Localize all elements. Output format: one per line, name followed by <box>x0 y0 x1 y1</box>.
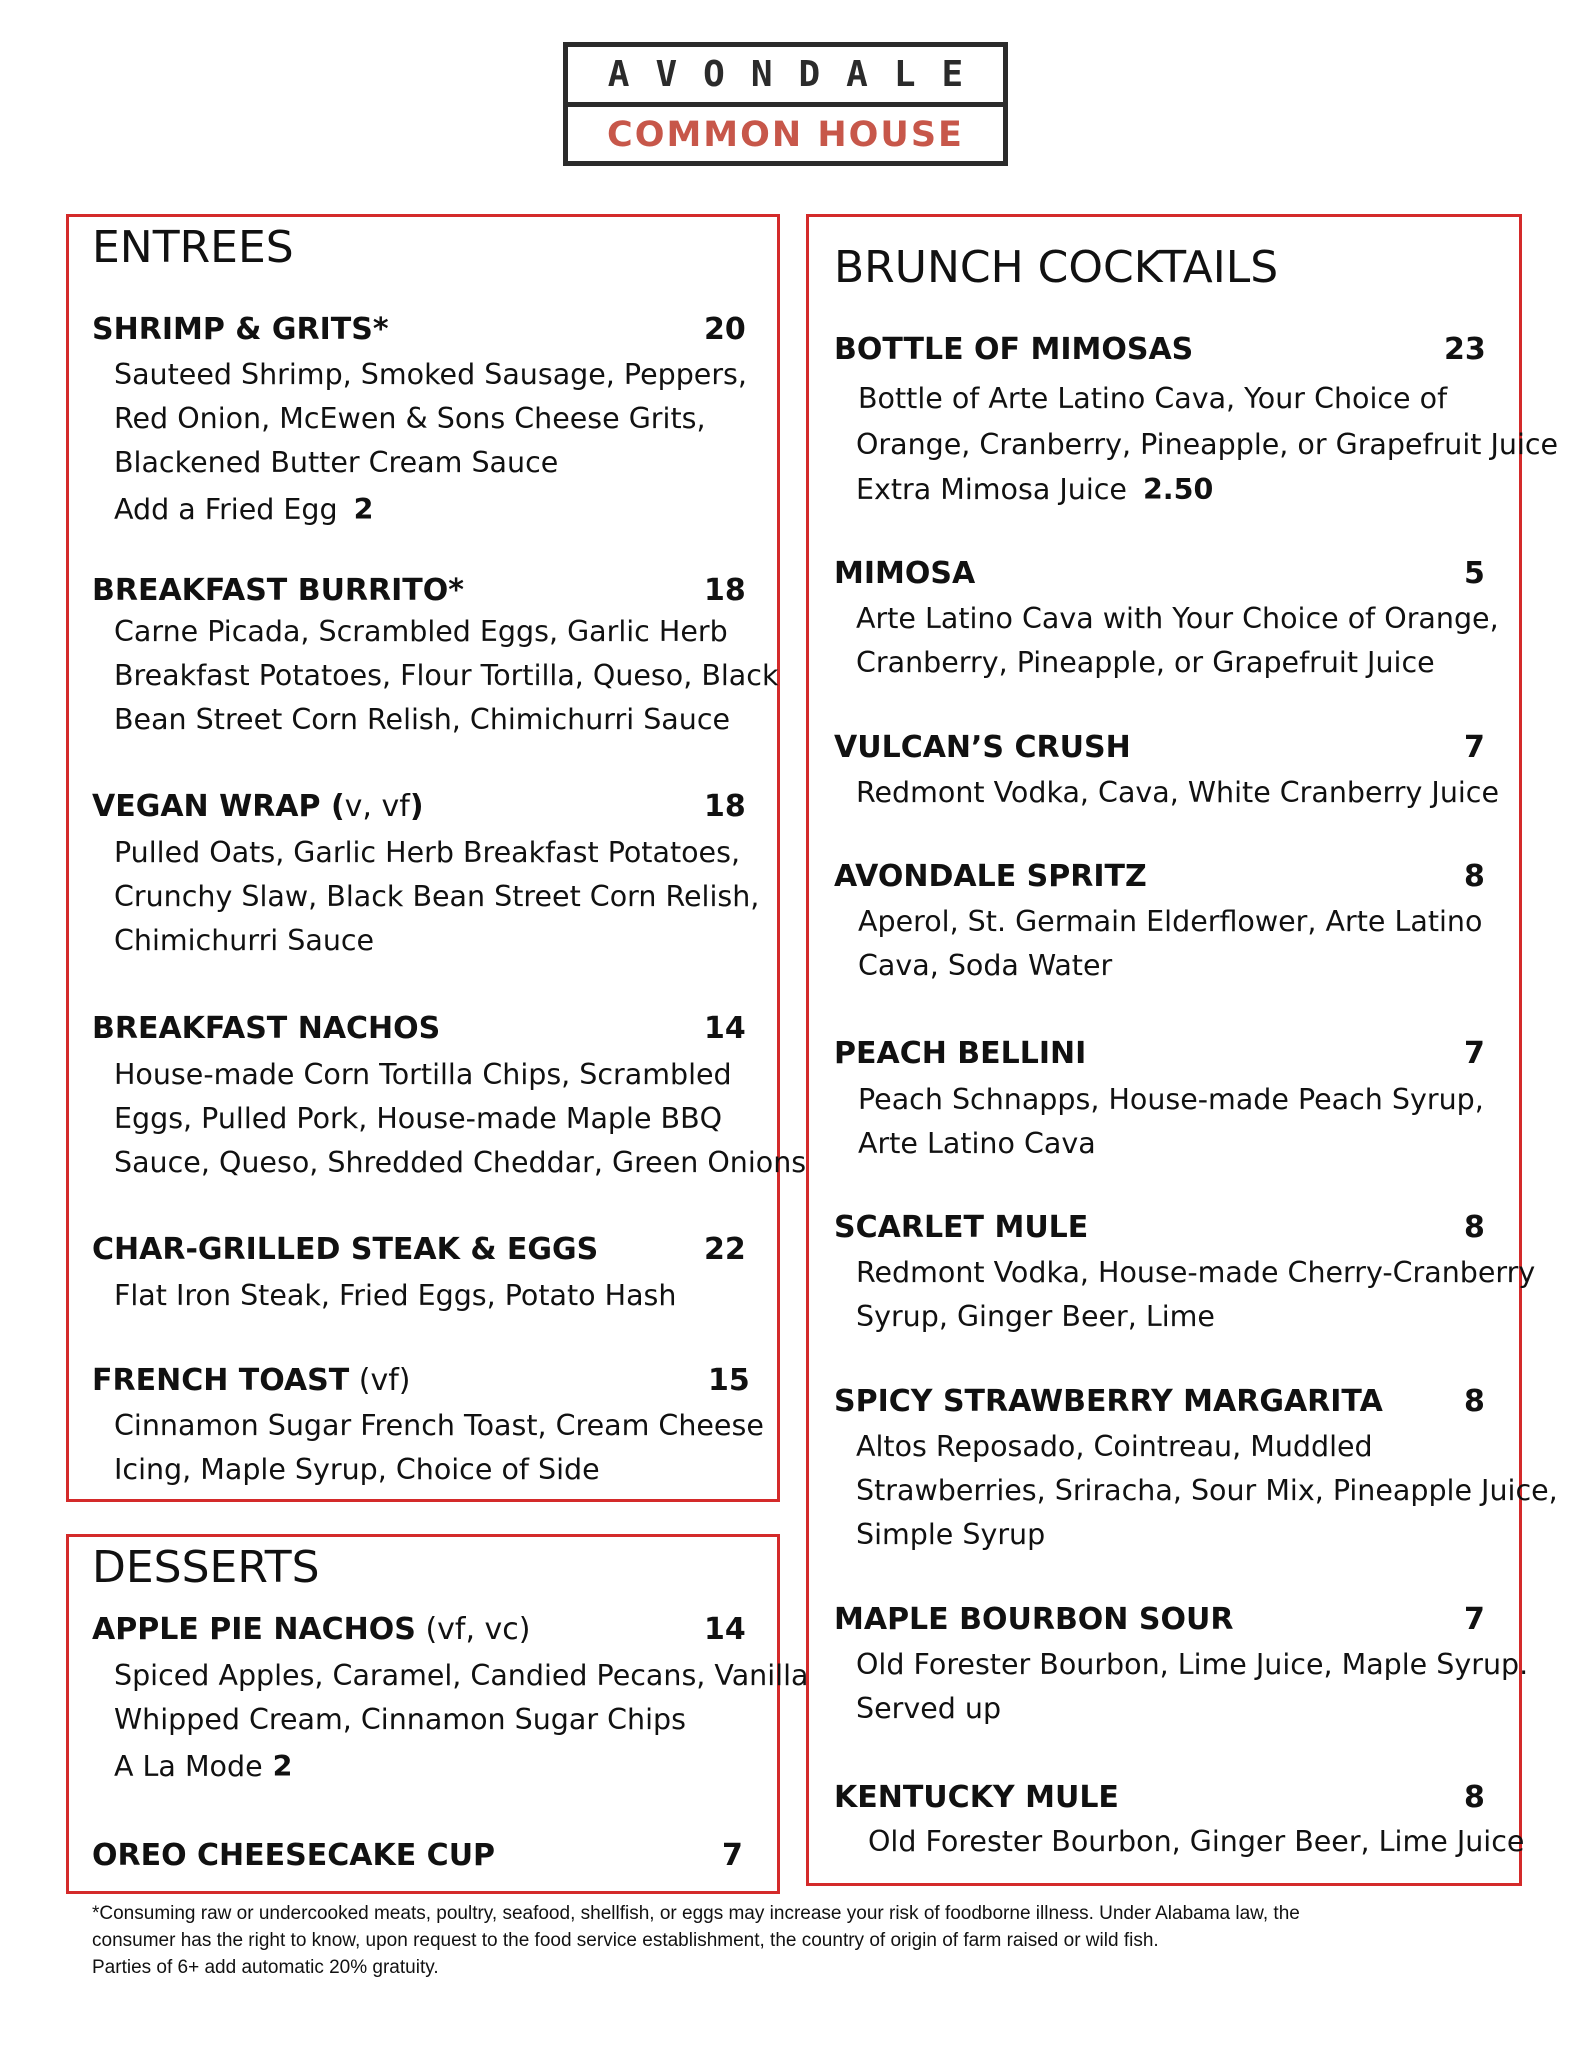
menu-item-desc: Bottle of Arte Latino Cava, Your Choice of <box>858 382 1448 415</box>
menu-item-desc: Redmont Vodka, Cava, White Cranberry Juice <box>856 776 1500 809</box>
menu-item-name: KENTUCKY MULE <box>834 1780 1119 1815</box>
menu-item-name: AVONDALE SPRITZ <box>834 859 1147 894</box>
menu-item-desc: Peach Schnapps, House-made Peach Syrup, <box>858 1083 1484 1116</box>
menu-item-desc: Whipped Cream, Cinnamon Sugar Chips <box>114 1703 686 1736</box>
cocktails-title: BRUNCH COCKTAILS <box>834 242 1279 293</box>
menu-item-name <box>92 789 424 825</box>
menu-item-name: OREO CHEESECAKE CUP <box>92 1838 496 1873</box>
item-name-text: APPLE PIE NACHOS <box>92 1612 416 1647</box>
menu-item-addon <box>856 472 1213 508</box>
desserts-title: DESSERTS <box>92 1542 320 1593</box>
addon-label: Extra Mimosa Juice <box>856 473 1127 506</box>
menu-item-desc: Strawberries, Sriracha, Sour Mix, Pineapple Juice, <box>856 1474 1558 1507</box>
menu-item-price: 20 <box>704 312 746 347</box>
menu-item-desc: Aperol, St. Germain Elderflower, Arte Latino <box>858 905 1483 938</box>
menu-item-price: 8 <box>1464 859 1485 894</box>
menu-item-name: MIMOSA <box>834 556 976 591</box>
menu-item-desc: Orange, Cranberry, Pineapple, or Grapefruit Juice <box>856 428 1559 461</box>
addon-price: 2 <box>272 1750 293 1783</box>
menu-item-desc: Pulled Oats, Garlic Herb Breakfast Potatoes, <box>114 836 740 869</box>
menu-item-desc: Spiced Apples, Caramel, Candied Pecans, Vanilla <box>114 1659 809 1692</box>
disclaimer-line: *Consuming raw or undercooked meats, poultry, seafood, shellfish, or eggs may increase your risk of foodborne illness. Under Alabama law, the <box>92 1903 1300 1924</box>
menu-item-price: 15 <box>708 1363 750 1398</box>
menu-item-desc: House-made Corn Tortilla Chips, Scrambled <box>114 1058 732 1091</box>
item-name-text: FRENCH TOAST <box>92 1363 350 1398</box>
gratuity-note: Parties of 6+ add automatic 20% gratuity. <box>92 1957 439 1978</box>
menu-item-price: 8 <box>1464 1780 1485 1815</box>
menu-item-name: PEACH BELLINI <box>834 1036 1087 1071</box>
restaurant-logo <box>563 42 1008 166</box>
menu-item-desc: Served up <box>856 1692 1002 1725</box>
menu-item-name: CHAR-GRILLED STEAK & EGGS <box>92 1232 599 1267</box>
menu-item-desc: Altos Reposado, Cointreau, Muddled <box>856 1430 1373 1463</box>
menu-item-name: SPICY STRAWBERRY MARGARITA <box>834 1384 1383 1419</box>
addon-price: 2.50 <box>1142 473 1214 506</box>
menu-item-desc: Syrup, Ginger Beer, Lime <box>856 1300 1215 1333</box>
menu-item-price: 22 <box>704 1232 746 1267</box>
menu-item-desc: Breakfast Potatoes, Flour Tortilla, Queso, Black <box>114 659 779 692</box>
menu-item-name: SCARLET MULE <box>834 1210 1089 1245</box>
entrees-title: ENTREES <box>92 222 294 273</box>
menu-item-desc: Chimichurri Sauce <box>114 924 375 957</box>
menu-item-name <box>92 1612 531 1648</box>
addon-label: Add a Fried Egg <box>114 493 338 526</box>
menu-item-desc: Arte Latino Cava <box>858 1127 1096 1160</box>
menu-item-name: MAPLE BOURBON SOUR <box>834 1602 1234 1637</box>
item-name-text: VEGAN WRAP ( <box>92 789 345 824</box>
menu-item-desc: Cinnamon Sugar French Toast, Cream Cheese <box>114 1409 764 1442</box>
diet-tag: (vf, vc) <box>415 1612 531 1647</box>
menu-item-price: 18 <box>704 789 746 824</box>
menu-item-price: 7 <box>1464 1036 1485 1071</box>
menu-item-desc: Sauteed Shrimp, Smoked Sausage, Peppers, <box>114 358 747 391</box>
menu-item-name: SHRIMP & GRITS* <box>92 312 389 347</box>
menu-item-desc: Simple Syrup <box>856 1518 1046 1551</box>
diet-tag: v, vf <box>344 789 410 824</box>
menu-item-addon <box>114 492 373 528</box>
menu-item-desc: Sauce, Queso, Shredded Cheddar, Green Onions <box>114 1146 807 1179</box>
disclaimer-line: consumer has the right to know, upon request to the food service establishment, the country of origin of farm raised or wild fish. <box>92 1930 1159 1951</box>
menu-item-price: 5 <box>1464 556 1485 591</box>
menu-item-price: 7 <box>722 1838 743 1873</box>
menu-item-desc: Blackened Butter Cream Sauce <box>114 446 559 479</box>
menu-item-desc: Cava, Soda Water <box>858 949 1113 982</box>
menu-item-addon <box>114 1749 292 1785</box>
menu-item-price: 8 <box>1464 1384 1485 1419</box>
menu-item-price: 7 <box>1464 1602 1485 1637</box>
menu-item-desc: Icing, Maple Syrup, Choice of Side <box>114 1453 600 1486</box>
addon-label: A La Mode <box>114 1750 263 1783</box>
menu-item-desc: Old Forester Bourbon, Lime Juice, Maple Syrup. <box>856 1648 1529 1681</box>
disclaimer <box>92 1900 1512 1981</box>
menu-item-desc: Red Onion, McEwen & Sons Cheese Grits, <box>114 402 706 435</box>
addon-price: 2 <box>353 493 374 526</box>
menu-item-desc: Carne Picada, Scrambled Eggs, Garlic Herb <box>114 615 728 648</box>
logo-top-text: AVONDALE <box>568 47 1003 107</box>
menu-item-name: BREAKFAST NACHOS <box>92 1011 441 1046</box>
diet-tag: (vf) <box>349 1363 411 1398</box>
menu-item-price: 23 <box>1444 332 1486 367</box>
menu-item-desc: Bean Street Corn Relish, Chimichurri Sauce <box>114 703 731 736</box>
menu-item-desc: Old Forester Bourbon, Ginger Beer, Lime Juice <box>868 1825 1525 1858</box>
menu-item-price: 8 <box>1464 1210 1485 1245</box>
menu-item-desc: Crunchy Slaw, Black Bean Street Corn Relish, <box>114 880 760 913</box>
menu-item-desc: Cranberry, Pineapple, or Grapefruit Juice <box>856 646 1435 679</box>
logo-bottom-text: COMMON HOUSE <box>607 114 964 155</box>
item-name-end: ) <box>409 789 424 824</box>
menu-item-name: BOTTLE OF MIMOSAS <box>834 332 1194 367</box>
menu-item-price: 14 <box>704 1612 746 1647</box>
menu-item-desc: Eggs, Pulled Pork, House-made Maple BBQ <box>114 1102 723 1135</box>
menu-item-price: 14 <box>704 1011 746 1046</box>
menu-item-desc: Flat Iron Steak, Fried Eggs, Potato Hash <box>114 1279 677 1312</box>
menu-item-name: VULCAN’S CRUSH <box>834 730 1131 765</box>
menu-item-desc: Redmont Vodka, House-made Cherry-Cranberry <box>856 1256 1536 1289</box>
menu-item-price: 7 <box>1464 730 1485 765</box>
menu-item-desc: Arte Latino Cava with Your Choice of Orange, <box>856 602 1499 635</box>
menu-item-name: BREAKFAST BURRITO* <box>92 573 464 608</box>
menu-item-price: 18 <box>704 573 746 608</box>
menu-item-name <box>92 1363 410 1399</box>
